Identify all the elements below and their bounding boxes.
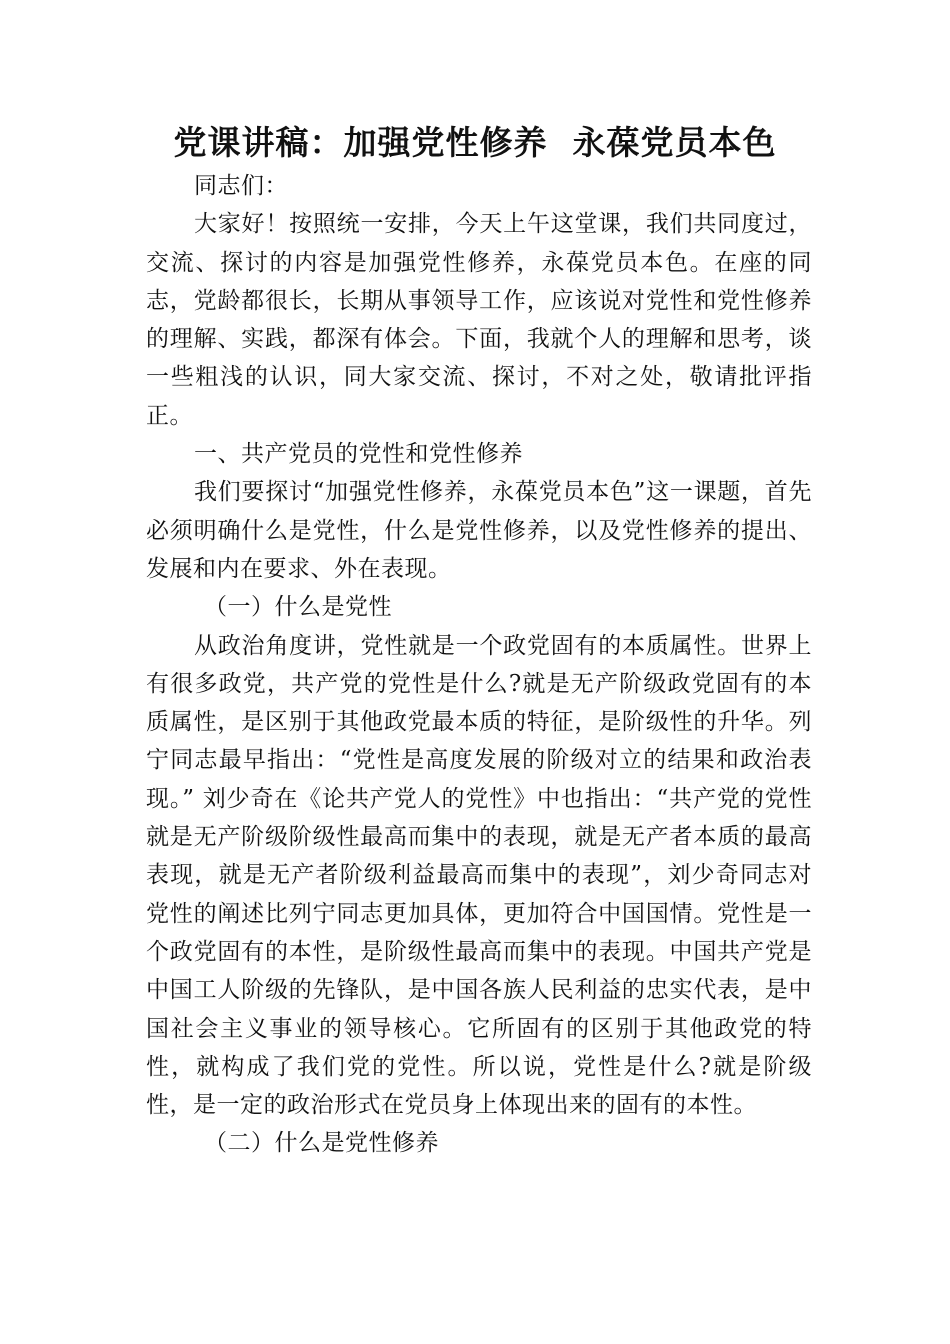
subsection-heading-1: （一）什么是党性 [204, 594, 392, 621]
salutation-paragraph: 同志们： [194, 173, 288, 199]
section-heading-1: 一、共产党员的党性和党性修养 [194, 441, 523, 468]
subsection-heading-2: （二）什么是党性修养 [204, 1130, 439, 1157]
document-title: 党课讲稿：加强党性修养 永葆党员本色 [173, 123, 777, 162]
intro-paragraph: 我们要探讨“加强党性修养，永葆党员本色”这一课题，首先必须明确什么是党性，什么是党性修养，以及党性修养的提出、发展和内在要求、外在表现。 [146, 479, 812, 582]
document-body [146, 167, 812, 1163]
opening-paragraph: 大家好！按照统一安排，今天上午这堂课，我们共同度过，交流、探讨的内容是加强党性修养，永葆党员本色。在座的同志，党龄都很长，长期从事领导工作，应该说对党性和党性修养的理解、实践，都深有体会。下面，我就个人的理解和思考，谈一些粗浅的认识，同大家交流、探讨，不对之处，敬请批评指正。 [146, 211, 812, 429]
party-spirit-paragraph: 从政治角度讲，党性就是一个政党固有的本质属性。世界上有很多政党，共产党的党性是什么?就是无产阶级政党固有的本质属性，是区别于其他政党最本质的特征，是阶级性的升华。列宁同志最早指出：“党性是高度发展的阶级对立的结果和政治表现。” 刘少奇在《论共产党人的党性》中也指出：“共产党的党性就是无产阶级阶级性最高而集中的表现，就是无产者本质的最高表现，就是无产者阶级利益最高而集中的表现”，刘少奇同志对党性的阐述比列宁同志更加具体，更加符合中国国情。党性是一个政党固有的本性，是阶级性最高而集中的表现。中国共产党是中国工人阶级的先锋队，是中国各族人民利益的忠实代表，是中国社会主义事业的领导核心。它所固有的区别于其他政党的特性，就构成了我们党的党性。所以说，党性是什么?就是阶级性，是一定的政治形式在党员身上体现出来的固有的本性。 [146, 632, 812, 1119]
